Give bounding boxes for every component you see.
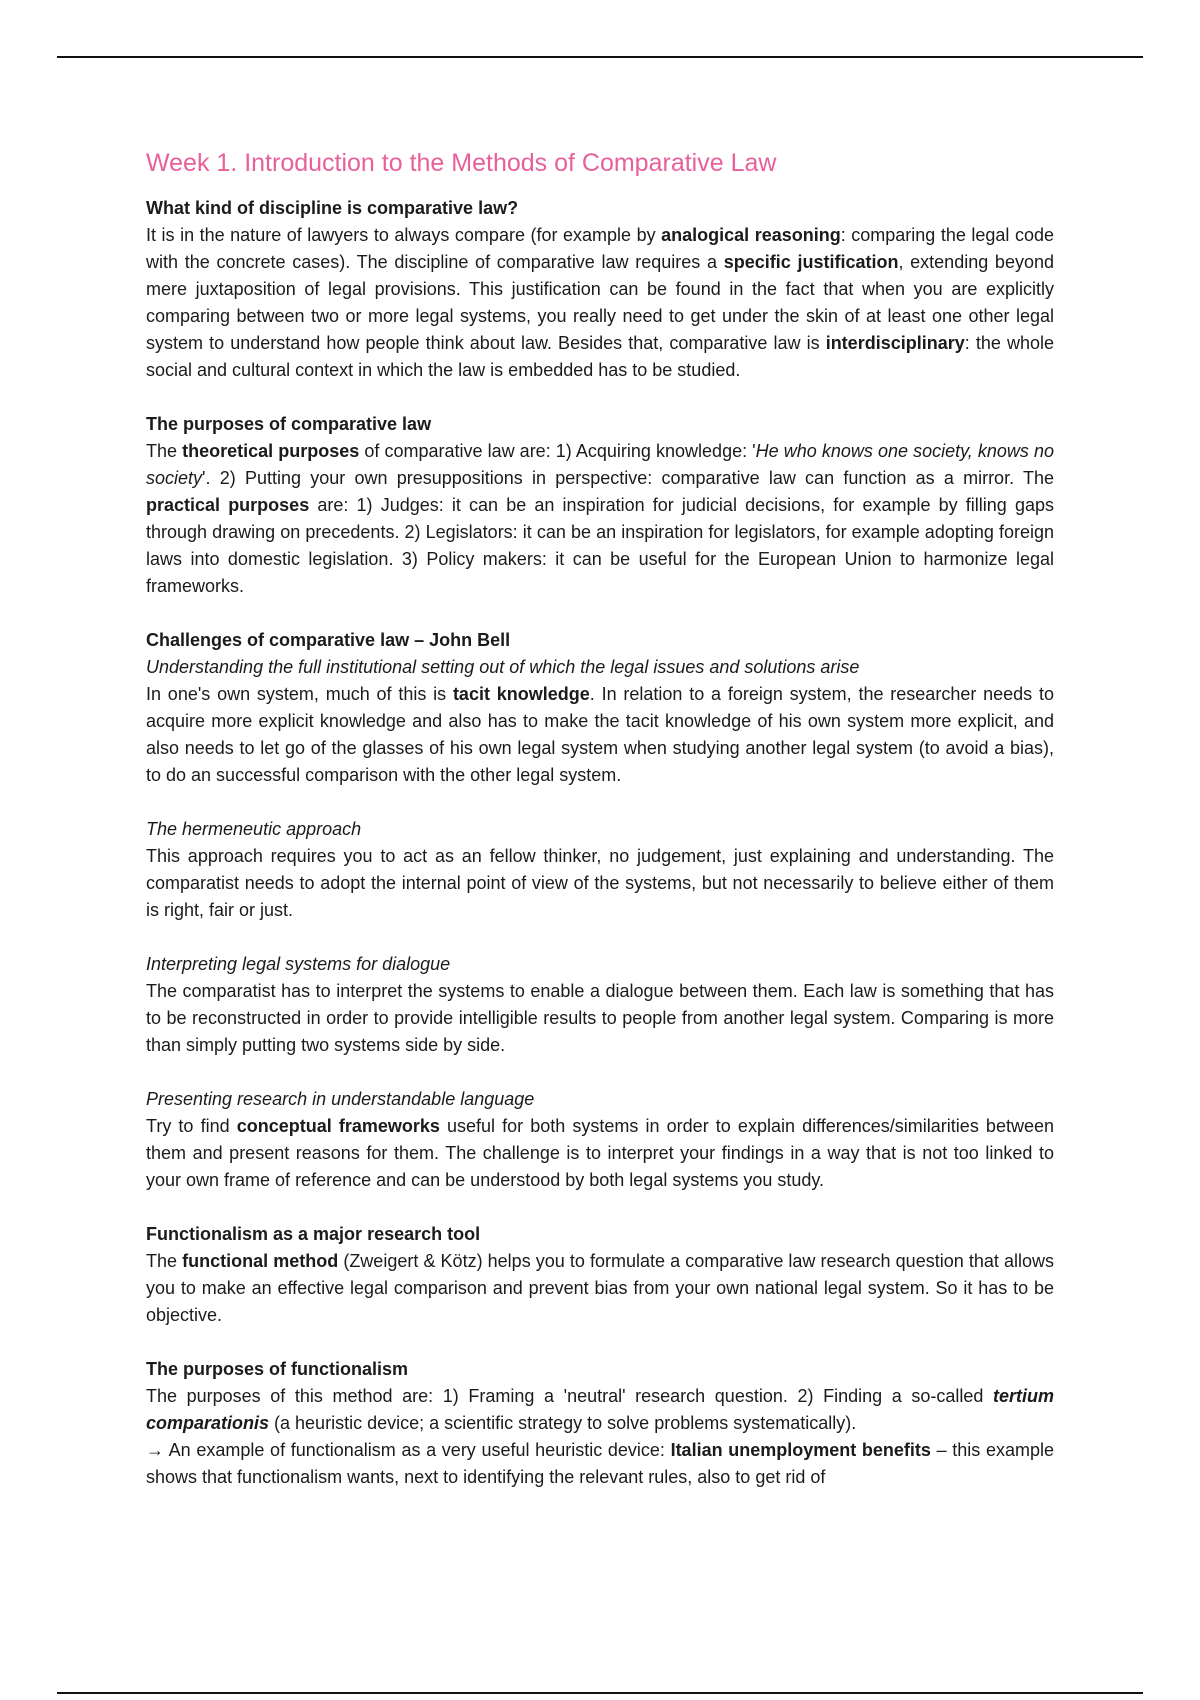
section-functionalism xyxy=(146,1221,1054,1329)
document-title: Week 1. Introduction to the Methods of Comparative Law xyxy=(146,149,777,177)
section-paragraph: This approach requires you to act as an fellow thinker, no judgement, just explaining and understanding. The comparatist needs to adopt the internal point of view of the systems, but not necessarily to believe either of them is right, fair or just. xyxy=(146,846,1054,920)
section-language xyxy=(146,1086,1054,1194)
section-paragraph: The purposes of this method are: 1) Framing a 'neutral' research question. 2) Finding a so-called tertium comparationis (a heuristic device; a scientific strategy to solve problems systematically). xyxy=(146,1386,1054,1433)
section-paragraph: Try to find conceptual frameworks useful for both systems in order to explain differences/similarities between them and present reasons for them. The challenge is to interpret your findings in a way that is not too linked to your own frame of reference and can be understood by both legal systems you study. xyxy=(146,1116,1054,1190)
section-paragraph: It is in the nature of lawyers to always compare (for example by analogical reasoning: comparing the legal code with the concrete cases). The discipline of comparative law requires a specific justification, extending beyond mere juxtaposition of legal provisions. This justification can be found in the fact that when you are explicitly comparing between two or more legal systems, you really need to get under the skin of at least one other legal system to understand how people think about law. Besides that, comparative law is interdisciplinary: the whole social and cultural context in which the law is embedded has to be studied. xyxy=(146,225,1054,380)
section-paragraph: The theoretical purposes of comparative law are: 1) Acquiring knowledge: 'He who knows one society, knows no society'. 2) Putting your own presuppositions in perspective: comparative law can function as a mirror. The practical purposes are: 1) Judges: it can be an inspiration for judicial decisions, for example by filling gaps through drawing on precedents. 2) Legislators: it can be an inspiration for legislators, for example adopting foreign laws into domestic legislation. 3) Policy makers: it can be useful for the European Union to harmonize legal frameworks. xyxy=(146,441,1055,596)
section-paragraph: → An example of functionalism as a very useful heuristic device: Italian unemployment benefits – this example shows that functionalism wants, next to identifying the relevant rules, also to get rid of xyxy=(146,1440,1054,1487)
section-heading: Functionalism as a major research tool xyxy=(146,1224,481,1244)
section-heading: The purposes of functionalism xyxy=(146,1359,409,1379)
section-heading: Challenges of comparative law – John Bell xyxy=(146,630,511,650)
section-heading: What kind of discipline is comparative law? xyxy=(146,198,519,218)
section-challenges xyxy=(146,627,1054,789)
section-hermeneutic xyxy=(146,816,1054,924)
section-heading: The purposes of comparative law xyxy=(146,414,432,434)
section-dialogue xyxy=(146,951,1054,1059)
section-subheading: The hermeneutic approach xyxy=(146,819,362,839)
section-functionalism-purposes xyxy=(146,1356,1054,1491)
section-subheading: Understanding the full institutional setting out of which the legal issues and solutions arise xyxy=(146,657,860,677)
document-page xyxy=(146,145,1054,1518)
header-rule xyxy=(57,56,1143,58)
section-paragraph: In one's own system, much of this is tacit knowledge. In relation to a foreign system, the researcher needs to acquire more explicit knowledge and also has to make the tacit knowledge of his own system more explicit, and also needs to let go of the glasses of his own legal system when studying another legal system (to avoid a bias), to do an successful comparison with the other legal system. xyxy=(146,684,1054,785)
section-paragraph: The functional method (Zweigert & Kötz) helps you to formulate a comparative law research question that allows you to make an effective legal comparison and prevent bias from your own national legal system. So it has to be objective. xyxy=(146,1251,1054,1325)
section-subheading: Interpreting legal systems for dialogue xyxy=(146,954,451,974)
section-paragraph: The comparatist has to interpret the systems to enable a dialogue between them. Each law is something that has to be reconstructed in order to provide intelligible results to people from another legal system. Comparing is more than simply putting two systems side by side. xyxy=(146,981,1054,1055)
section-subheading: Presenting research in understandable language xyxy=(146,1089,535,1109)
section-purposes xyxy=(146,411,1054,600)
footer-rule xyxy=(57,1692,1143,1694)
section-discipline xyxy=(146,195,1054,384)
